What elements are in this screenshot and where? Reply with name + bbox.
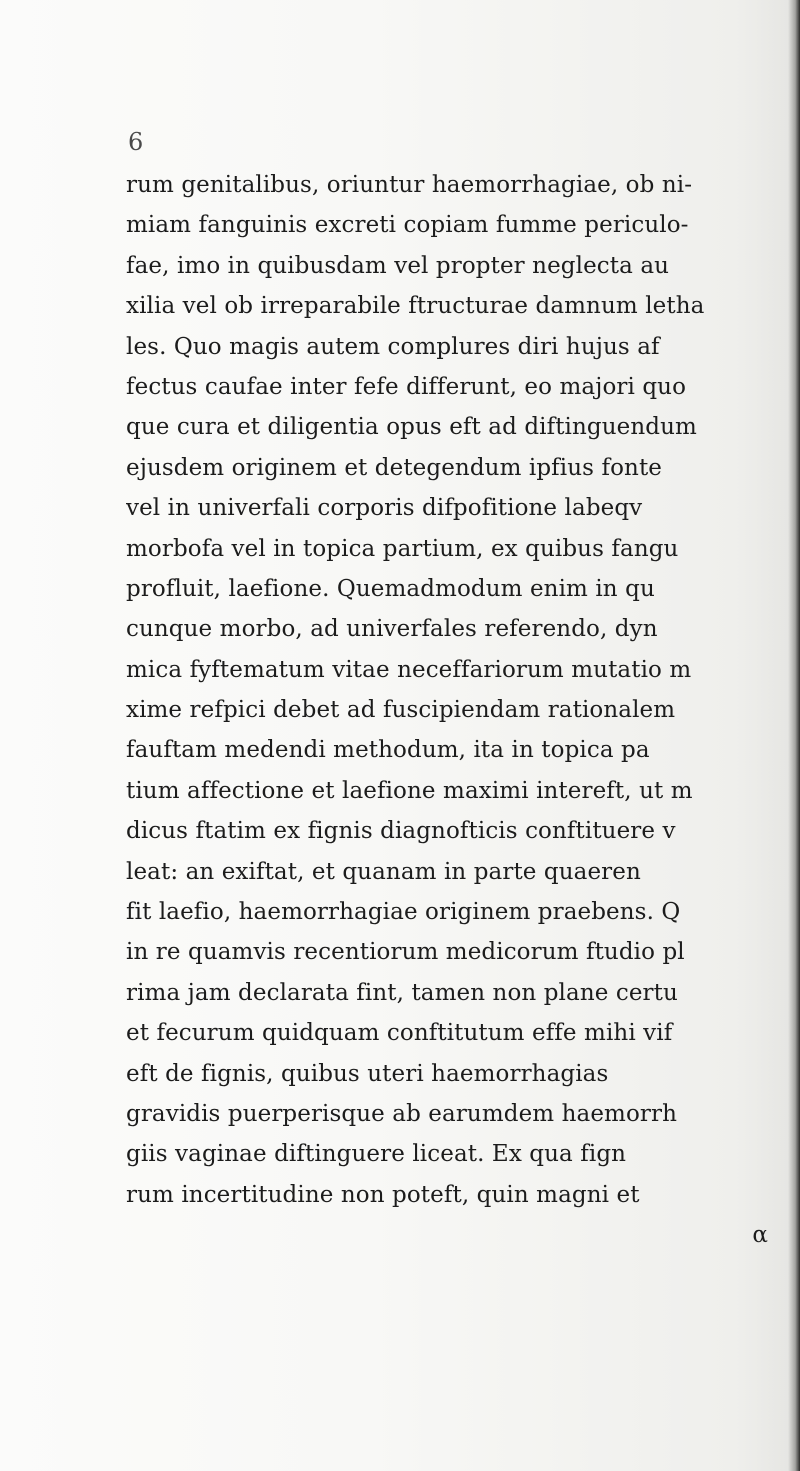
text-line: morbofa vel in topica partium, ex quibus fangu [126, 535, 679, 562]
text-line: et fecurum quidquam conftitutum effe mihi vif [126, 1020, 673, 1047]
text-line: tium affectione et laefione maximi intereft, ut m [126, 777, 693, 804]
text-line: mica fyftematum vitae neceffariorum mutatio m [126, 656, 692, 683]
text-line: gravidis puerperisque ab earumdem haemorrh [126, 1100, 677, 1127]
text-line: giis vaginae diftinguere liceat. Ex qua fign [126, 1141, 627, 1168]
catchword: α [752, 1222, 768, 1249]
text-line: dicus ftatim ex fignis diagnofticis conftituere v [126, 818, 676, 845]
text-line: vel in univerfali corporis difpofitione labeqv [126, 495, 643, 522]
text-line: cunque morbo, ad univerfales referendo, dyn [126, 616, 658, 643]
text-line: miam fanguinis excreti copiam fumme periculo- [126, 212, 689, 239]
text-line: rum genitalibus, oriuntur haemorrhagiae, ob ni- [126, 172, 693, 198]
text-line: leat: an exiftat, et quanam in parte quaeren [126, 858, 641, 885]
text-line: in re quamvis recentiorum medicorum ftudio pl [126, 939, 685, 966]
text-line: fit laefio, haemorrhagiae originem praebens. Q [126, 899, 681, 926]
text-line: fauftam medendi methodum, ita in topica pa [126, 737, 650, 764]
text-line: rima jam declarata fint, tamen non plane certu [126, 979, 678, 1006]
text-line: les. Quo magis autem complures diri hujus af [126, 333, 660, 360]
text-line: que cura et diligentia opus eft ad diftinguendum [126, 414, 697, 441]
text-line: fectus caufae inter fefe differunt, eo majori quo [126, 373, 687, 400]
text-line: profluit, laefione. Quemadmodum enim in qu [126, 575, 655, 602]
text-line: xilia vel ob irreparabile ftructurae damnum letha [126, 293, 705, 320]
page-edge-shadow [788, 0, 800, 1471]
text-line: rum incertitudine non poteft, quin magni et [126, 1181, 640, 1208]
text-line: xime refpici debet ad fuscipiendam rationalem [126, 697, 676, 724]
body-text [126, 165, 790, 1256]
text-line: fae, imo in quibusdam vel propter neglecta au [126, 252, 670, 279]
page-number: 6 [128, 128, 144, 156]
text-line: ejusdem originem et detegendum ipfius fonte [126, 454, 662, 481]
text-line: eft de fignis, quibus uteri haemorrhagias [126, 1060, 609, 1087]
